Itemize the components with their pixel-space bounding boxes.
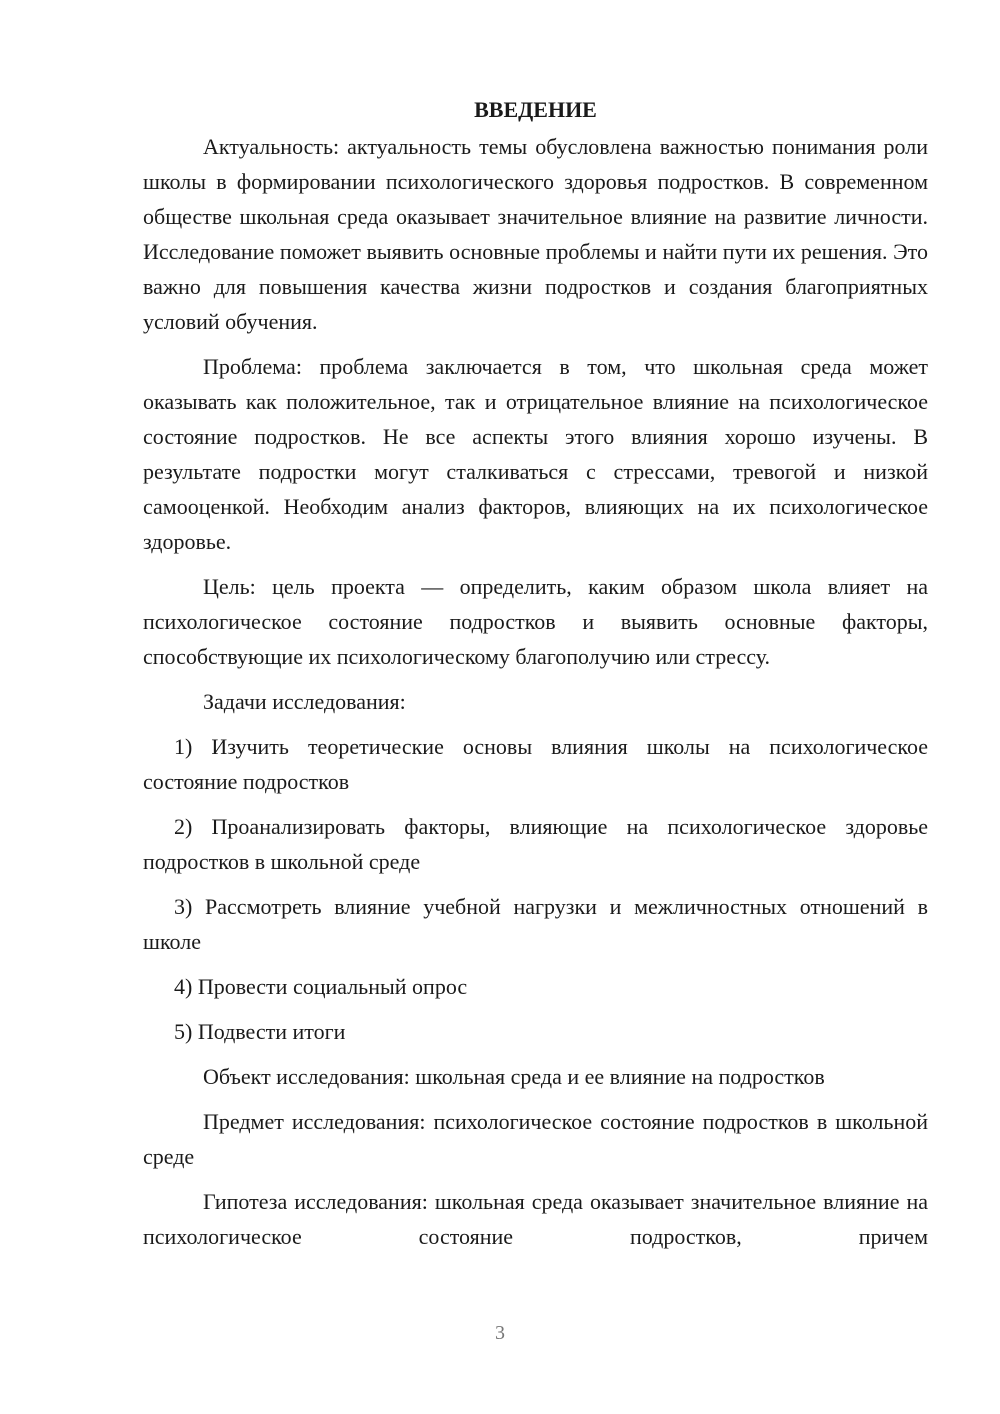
goal-paragraph: Цель: цель проекта — определить, каким образом школа влияет на психологическое состояние подростков и выявить основные факторы, способствующие их психологическому благополучию или стрессу. — [143, 574, 928, 669]
section-title: ВВЕДЕНИЕ — [474, 97, 597, 122]
task-item-1: 1) Изучить теоретические основы влияния школы на психологическое состояние подростков — [143, 734, 928, 794]
object-paragraph: Объект исследования: школьная среда и ее влияние на подростков — [203, 1064, 825, 1089]
task-item-5: 5) Подвести итоги — [174, 1019, 346, 1044]
problem-paragraph: Проблема: проблема заключается в том, что школьная среда может оказывать как положительное, так и отрицательное влияние на психологическое состояние подростков. Не все аспекты этого влияния хорошо изучены. В результате подростки могут сталкиваться с стрессами, тревогой и низкой самооценкой. Необходим анализ факторов, влияющих на их психологическое здоровье. — [143, 354, 928, 554]
task-item-2: 2) Проанализировать факторы, влияющие на психологическое здоровье подростков в школьной среде — [143, 814, 928, 874]
page-number: 3 — [495, 1322, 505, 1344]
relevance-paragraph: Актуальность: актуальность темы обусловлена важностью понимания роли школы в формировании психологического здоровья подростков. В современном обществе школьная среда оказывает значительное влияние на развитие личности. Исследование поможет выявить основные проблемы и найти пути их решения. Это важно для повышения качества жизни подростков и создания благоприятных условий обучения. — [143, 134, 928, 334]
document-page — [143, 92, 928, 1264]
task-item-4: 4) Провести социальный опрос — [174, 974, 468, 999]
hypothesis-paragraph: Гипотеза исследования: школьная среда оказывает значительное влияние на психологическое состояние подростков, причем — [143, 1189, 928, 1249]
task-item-3: 3) Рассмотреть влияние учебной нагрузки и межличностных отношений в школе — [143, 894, 928, 954]
subject-paragraph: Предмет исследования: психологическое состояние подростков в школьной среде — [143, 1109, 928, 1169]
tasks-heading: Задачи исследования: — [203, 689, 406, 714]
